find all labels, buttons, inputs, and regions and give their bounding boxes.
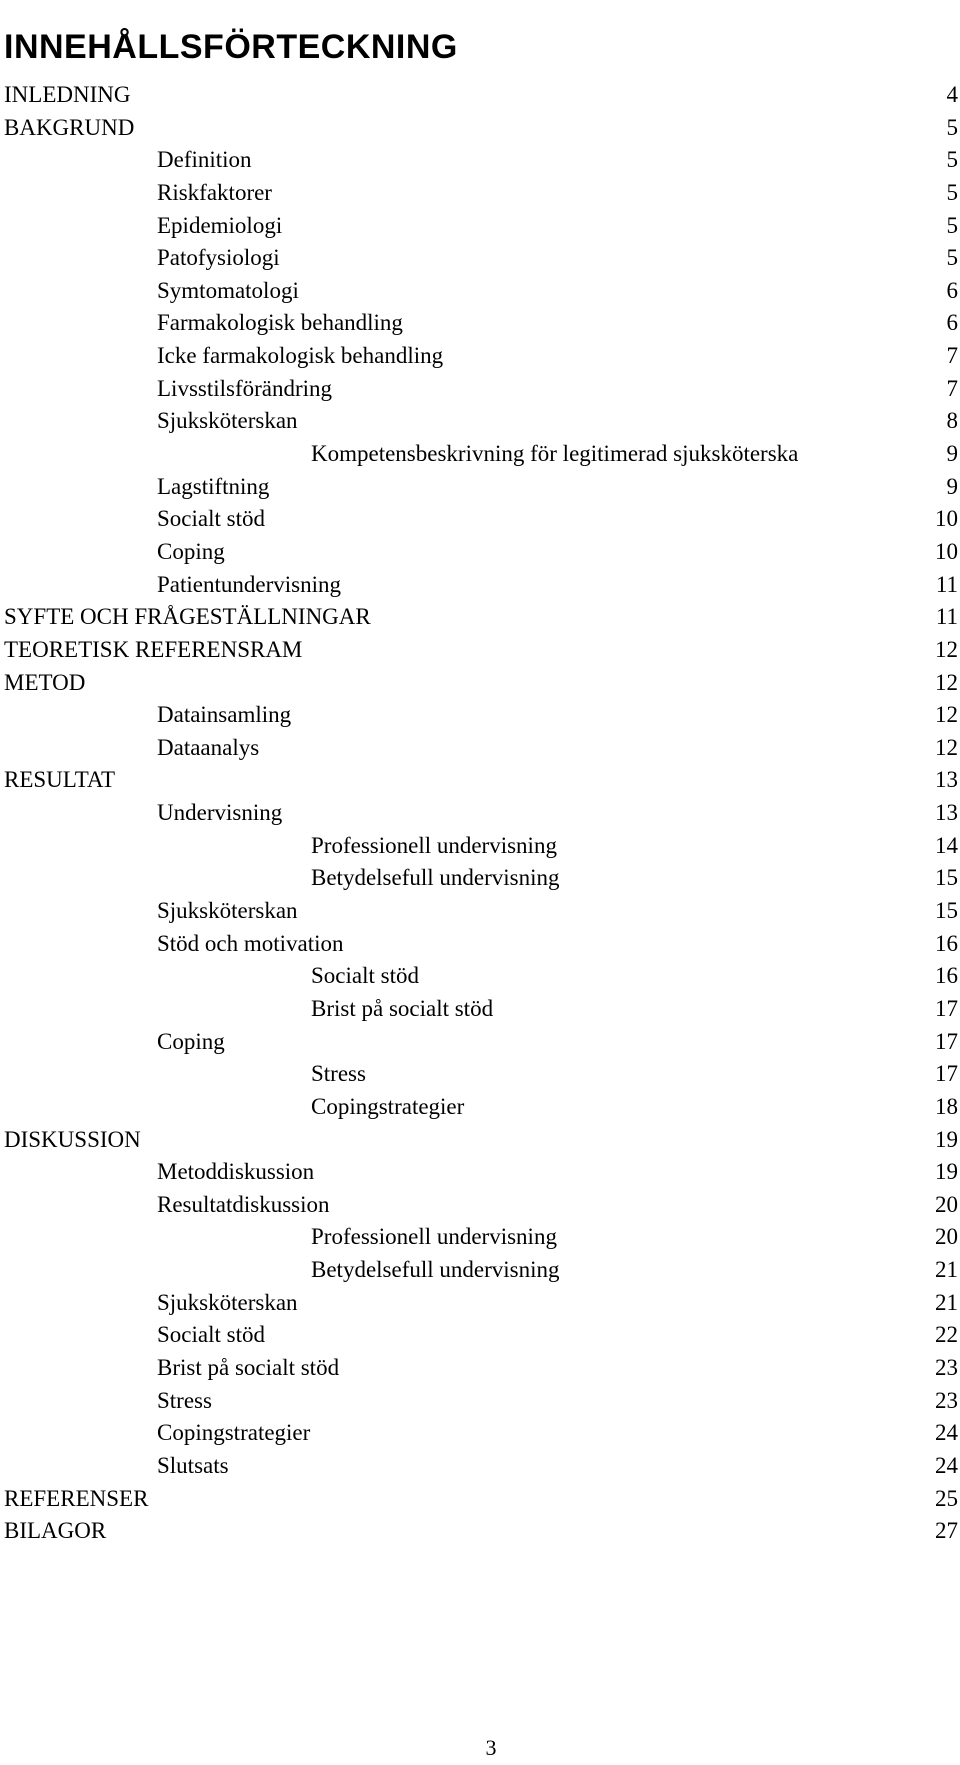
- toc-entry-label: Farmakologisk behandling: [157, 310, 403, 336]
- document-title: INNEHÅLLSFÖRTECKNING: [4, 27, 458, 66]
- toc-entry-page: 18: [935, 1093, 958, 1119]
- toc-entry-page: 17: [935, 1061, 958, 1087]
- toc-entry: [0, 438, 960, 471]
- toc-entry-page: 5: [946, 245, 958, 271]
- toc-entry-label: Brist på socialt stöd: [311, 995, 494, 1021]
- toc-entry-label: Betydelsefull undervisning: [311, 1257, 560, 1283]
- toc-entry-page: 21: [935, 1257, 958, 1283]
- toc-entry-page: 8: [946, 408, 958, 434]
- toc-entry-label: Socialt stöd: [157, 506, 265, 532]
- toc-entry-page: 10: [935, 538, 958, 564]
- toc-entry-page: 16: [935, 930, 958, 956]
- toc-entry: [0, 1124, 960, 1157]
- toc-entry: [0, 1221, 960, 1254]
- toc-entry-page: 11: [935, 571, 958, 597]
- toc-entry-page: 12: [935, 702, 958, 728]
- toc-entry-label: Symtomatologi: [157, 277, 299, 303]
- toc-entry-page: 23: [935, 1354, 958, 1380]
- toc-entry-label: Lagstiftning: [157, 473, 270, 499]
- toc-entry-label: BAKGRUND: [4, 114, 135, 140]
- toc-entry-page: 7: [946, 375, 958, 401]
- toc-entry: [0, 242, 960, 275]
- toc-entry-page: 10: [935, 506, 958, 532]
- toc-entry-page: 17: [935, 1028, 958, 1054]
- toc-entry-label: Kompetensbeskrivning för legitimerad sjuksköterska: [311, 441, 799, 467]
- toc-entry-label: INLEDNING: [4, 82, 131, 107]
- toc-entry-page: 14: [935, 832, 958, 858]
- toc-entry-label: Undervisning: [157, 800, 283, 826]
- toc-entry-label: TEORETISK REFERENSRAM: [4, 636, 303, 662]
- toc-entry-page: 9: [946, 473, 958, 499]
- toc-entry: [0, 373, 960, 406]
- page-number: 3: [485, 1735, 497, 1760]
- toc-entry-label: Stöd och motivation: [157, 930, 344, 956]
- toc-entry: [0, 340, 960, 373]
- toc-entry-page: 13: [935, 767, 958, 793]
- toc-entry-label: DISKUSSION: [4, 1126, 141, 1152]
- toc-entry-label: Dataanalys: [157, 734, 260, 760]
- toc-entry-page: 12: [935, 734, 958, 760]
- toc-entry: [0, 830, 960, 863]
- toc-entry-page: 5: [946, 147, 958, 173]
- toc-entry: [0, 699, 960, 732]
- toc-entry-label: Patientundervisning: [157, 571, 341, 597]
- toc-entry-page: 22: [935, 1322, 958, 1348]
- toc-entry: [0, 1058, 960, 1091]
- toc-entry-label: Datainsamling: [157, 702, 292, 728]
- toc-entry-page: 24: [935, 1420, 958, 1446]
- toc-entry: [0, 210, 960, 243]
- toc-entry: [0, 1091, 960, 1124]
- toc-entry-label: METOD: [4, 669, 86, 695]
- toc-entry-page: 13: [935, 800, 958, 826]
- toc-entry: [0, 1254, 960, 1287]
- toc-entry-page: 24: [935, 1452, 958, 1478]
- toc-entry: [0, 79, 960, 112]
- toc-entry: [0, 307, 960, 340]
- toc-entry-page: 7: [946, 343, 958, 369]
- toc-entry-label: BILAGOR: [4, 1518, 107, 1544]
- toc-entry: [0, 732, 960, 765]
- toc-entry-page: 20: [935, 1224, 958, 1250]
- toc-entry-label: Copingstrategier: [157, 1420, 311, 1446]
- toc-entry-page: 6: [946, 310, 958, 336]
- toc-entry: [0, 993, 960, 1026]
- toc-entry: [0, 928, 960, 961]
- toc-entry: [0, 634, 960, 667]
- toc-entry-label: Professionell undervisning: [311, 1224, 557, 1250]
- toc-entry: [0, 1026, 960, 1059]
- toc-entry: [0, 1156, 960, 1189]
- toc-entry: [0, 536, 960, 569]
- toc-entry: [0, 862, 960, 895]
- toc-entry-label: Epidemiologi: [157, 212, 283, 238]
- toc-entry: [0, 503, 960, 536]
- toc-entry-page: 5: [946, 114, 958, 140]
- toc-entry-page: 12: [935, 636, 958, 662]
- toc-entry: [0, 1483, 960, 1516]
- toc-entry-label: RESULTAT: [4, 767, 116, 793]
- toc-entry-label: Sjuksköterskan: [157, 898, 298, 924]
- toc-entry-page: 19: [935, 1159, 958, 1185]
- toc-entry-label: Brist på socialt stöd: [157, 1354, 340, 1380]
- toc-entry-page: 4: [946, 82, 958, 107]
- toc-entry: [0, 1515, 960, 1548]
- toc-entry: [0, 764, 960, 797]
- toc-entry-label: Stress: [157, 1387, 212, 1413]
- toc-entry-page: 20: [935, 1191, 958, 1217]
- toc-entry-label: Slutsats: [157, 1452, 229, 1478]
- toc-entry: [0, 1417, 960, 1450]
- toc-entry-page: 15: [935, 898, 958, 924]
- toc-entry-page: 16: [935, 963, 958, 989]
- toc-entry: [0, 667, 960, 700]
- toc-entry-label: Resultatdiskussion: [157, 1191, 330, 1217]
- toc-entry-label: Socialt stöd: [157, 1322, 265, 1348]
- toc-entry: [0, 960, 960, 993]
- toc-entry-page: 11: [935, 604, 958, 630]
- toc-entry-page: 12: [935, 669, 958, 695]
- toc-entry-label: Stress: [311, 1061, 366, 1087]
- toc-entry: [0, 275, 960, 308]
- toc-entry-label: REFERENSER: [4, 1485, 149, 1511]
- toc-entry: [0, 601, 960, 634]
- toc-entry-label: Sjuksköterskan: [157, 1289, 298, 1315]
- table-of-contents: [0, 79, 960, 1548]
- toc-entry-label: Socialt stöd: [311, 963, 419, 989]
- toc-entry-page: 17: [935, 995, 958, 1021]
- toc-entry-label: Coping: [157, 1028, 225, 1054]
- toc-entry: [0, 405, 960, 438]
- toc-entry-label: Professionell undervisning: [311, 832, 557, 858]
- toc-entry-label: Betydelsefull undervisning: [311, 865, 560, 891]
- toc-entry-label: Metoddiskussion: [157, 1159, 315, 1185]
- toc-entry-page: 9: [946, 441, 958, 467]
- toc-entry: [0, 112, 960, 145]
- toc-entry-label: Copingstrategier: [311, 1093, 465, 1119]
- toc-entry: [0, 1189, 960, 1222]
- toc-entry-page: 15: [935, 865, 958, 891]
- toc-entry-page: 5: [946, 212, 958, 238]
- toc-entry-label: Livsstilsförändring: [157, 375, 333, 401]
- toc-entry: [0, 471, 960, 504]
- toc-entry: [0, 569, 960, 602]
- toc-entry-label: Sjuksköterskan: [157, 408, 298, 434]
- toc-entry-label: Riskfaktorer: [157, 179, 272, 205]
- toc-entry: [0, 1450, 960, 1483]
- toc-entry-label: Coping: [157, 538, 225, 564]
- toc-entry-label: Icke farmakologisk behandling: [157, 343, 444, 369]
- toc-entry-page: 5: [946, 179, 958, 205]
- toc-entry-page: 6: [946, 277, 958, 303]
- toc-entry: [0, 177, 960, 210]
- toc-entry-page: 21: [935, 1289, 958, 1315]
- toc-entry-label: Definition: [157, 147, 252, 173]
- toc-entry-page: 27: [935, 1518, 958, 1544]
- toc-entry-label: SYFTE OCH FRÅGESTÄLLNINGAR: [4, 604, 371, 630]
- toc-entry-page: 25: [935, 1485, 958, 1511]
- toc-entry: [0, 144, 960, 177]
- toc-entry: [0, 1385, 960, 1418]
- toc-entry-page: 19: [935, 1126, 958, 1152]
- toc-entry: [0, 1287, 960, 1320]
- toc-entry: [0, 895, 960, 928]
- toc-entry: [0, 1352, 960, 1385]
- toc-entry-label: Patofysiologi: [157, 245, 280, 271]
- toc-entry-page: 23: [935, 1387, 958, 1413]
- toc-entry: [0, 797, 960, 830]
- toc-entry: [0, 1319, 960, 1352]
